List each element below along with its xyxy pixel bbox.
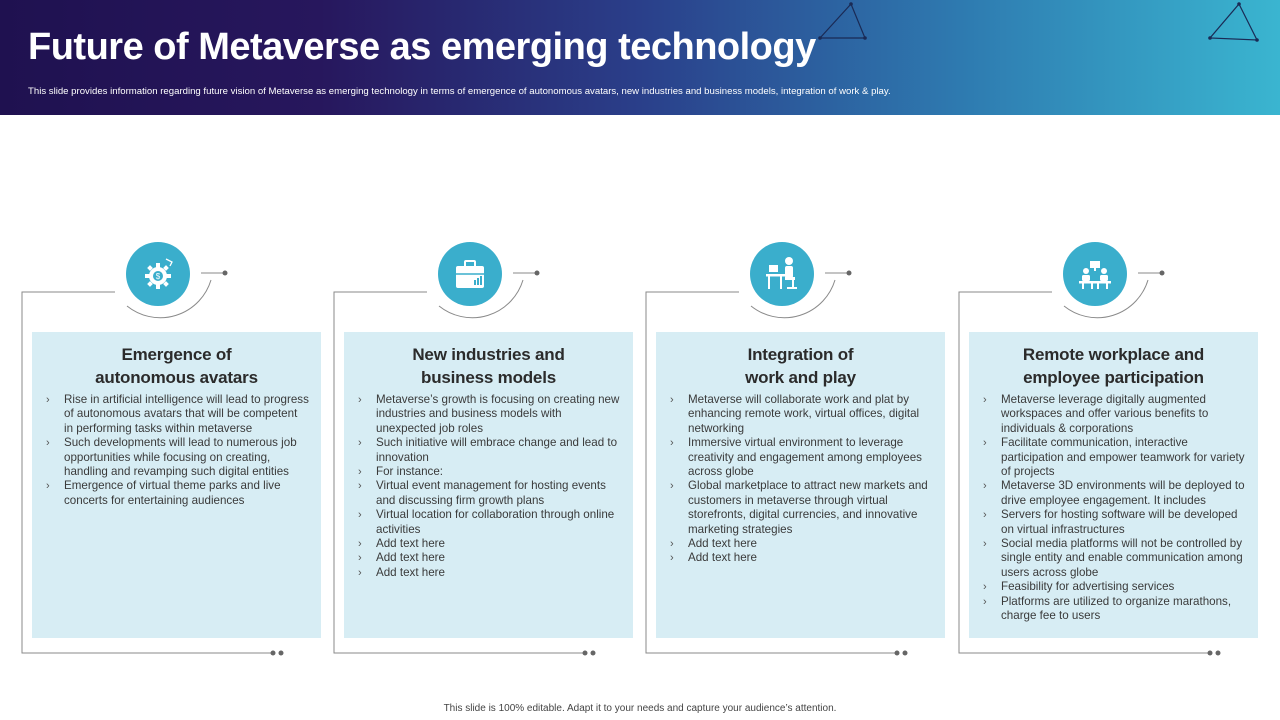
card-icon-badge: [1063, 242, 1127, 306]
header-banner: [0, 0, 1280, 115]
list-item: › Add text here: [358, 551, 621, 565]
card-icon-badge: [126, 242, 190, 306]
feature-card: [333, 240, 633, 660]
card-icon-badge: [750, 242, 814, 306]
list-item: › Metaverse will collaborate work and plat by enhancing remote work, virtual offices, digital networking: [670, 393, 933, 436]
bullet-list: [344, 393, 633, 580]
team-meeting-icon: [1076, 255, 1114, 293]
list-item: › Emergence of virtual theme parks and live concerts for entertaining audiences: [46, 479, 309, 508]
feature-card: [958, 240, 1258, 660]
card-panel: [656, 332, 945, 638]
list-item: › Social media platforms will not be controlled by single entity and enable communication among users across globe: [983, 537, 1246, 580]
list-item: › Add text here: [670, 551, 933, 565]
svg-text:$: $: [155, 272, 161, 281]
person-at-desk-icon: [763, 255, 801, 293]
list-item: › Immersive virtual environment to leverage creativity and engagement among employees across globe: [670, 436, 933, 479]
card-title: New industries and business models: [412, 345, 565, 387]
list-item: › Metaverse leverage digitally augmented workspaces and offer various benefits to individuals & corporations: [983, 393, 1246, 436]
card-icon-badge: [438, 242, 502, 306]
feature-card: [21, 240, 321, 660]
triangle-decoration-icon: [1205, 0, 1265, 45]
card-panel: [344, 332, 633, 638]
list-item: › For instance:: [358, 465, 621, 479]
list-item: › Facilitate communication, interactive participation and empower teamwork for variety of projects: [983, 436, 1246, 479]
card-title: Emergence of autonomous avatars: [95, 345, 258, 387]
card-panel: [32, 332, 321, 638]
page-title: Future of Metaverse as emerging technology: [28, 26, 816, 68]
bullet-list: [32, 393, 321, 508]
page-subtitle: This slide provides information regarding future vision of Metaverse as emerging technology in terms of emergence of autonomous avatars, new industries and business models, integration of work & play.: [28, 86, 891, 97]
list-item: › Platforms are utilized to organize marathons, charge fee to users: [983, 595, 1246, 624]
list-item: › Servers for hosting software will be developed on virtual infrastructures: [983, 508, 1246, 537]
list-item: › Add text here: [670, 537, 933, 551]
footer-note: This slide is 100% editable. Adapt it to your needs and capture your audience’s attention.: [443, 703, 837, 714]
list-item: › Feasibility for advertising services: [983, 580, 1246, 594]
card-title: Integration of work and play: [745, 345, 856, 387]
list-item: › Such developments will lead to numerous job opportunities while focusing on creating, handling and revamping such digital entities: [46, 436, 309, 479]
gear-dollar-icon: [140, 256, 176, 292]
bullet-list: [656, 393, 945, 566]
briefcase-chart-icon: [452, 256, 488, 292]
card-title: Remote workplace and employee participation: [1022, 345, 1205, 387]
list-item: › Metaverse’s growth is focusing on creating new industries and business models with unexpected job roles: [358, 393, 621, 436]
list-item: › Global marketplace to attract new markets and customers in metaverse through virtual storefronts, digital currencies, and innovative marketing strategies: [670, 479, 933, 537]
list-item: › Virtual location for collaboration through online activities: [358, 508, 621, 537]
list-item: › Such initiative will embrace change and lead to innovation: [358, 436, 621, 465]
card-panel: [969, 332, 1258, 638]
feature-card: [645, 240, 945, 660]
list-item: › Rise in artificial intelligence will lead to progress of autonomous avatars that will be competent in performing tasks within metaverse: [46, 393, 309, 436]
list-item: › Metaverse 3D environments will be deployed to drive employee engagement. It includes: [983, 479, 1246, 508]
triangle-decoration-icon: [815, 0, 875, 45]
list-item: › Add text here: [358, 566, 621, 580]
list-item: › Add text here: [358, 537, 621, 551]
list-item: › Virtual event management for hosting events and discussing firm growth plans: [358, 479, 621, 508]
bullet-list: [969, 393, 1258, 624]
